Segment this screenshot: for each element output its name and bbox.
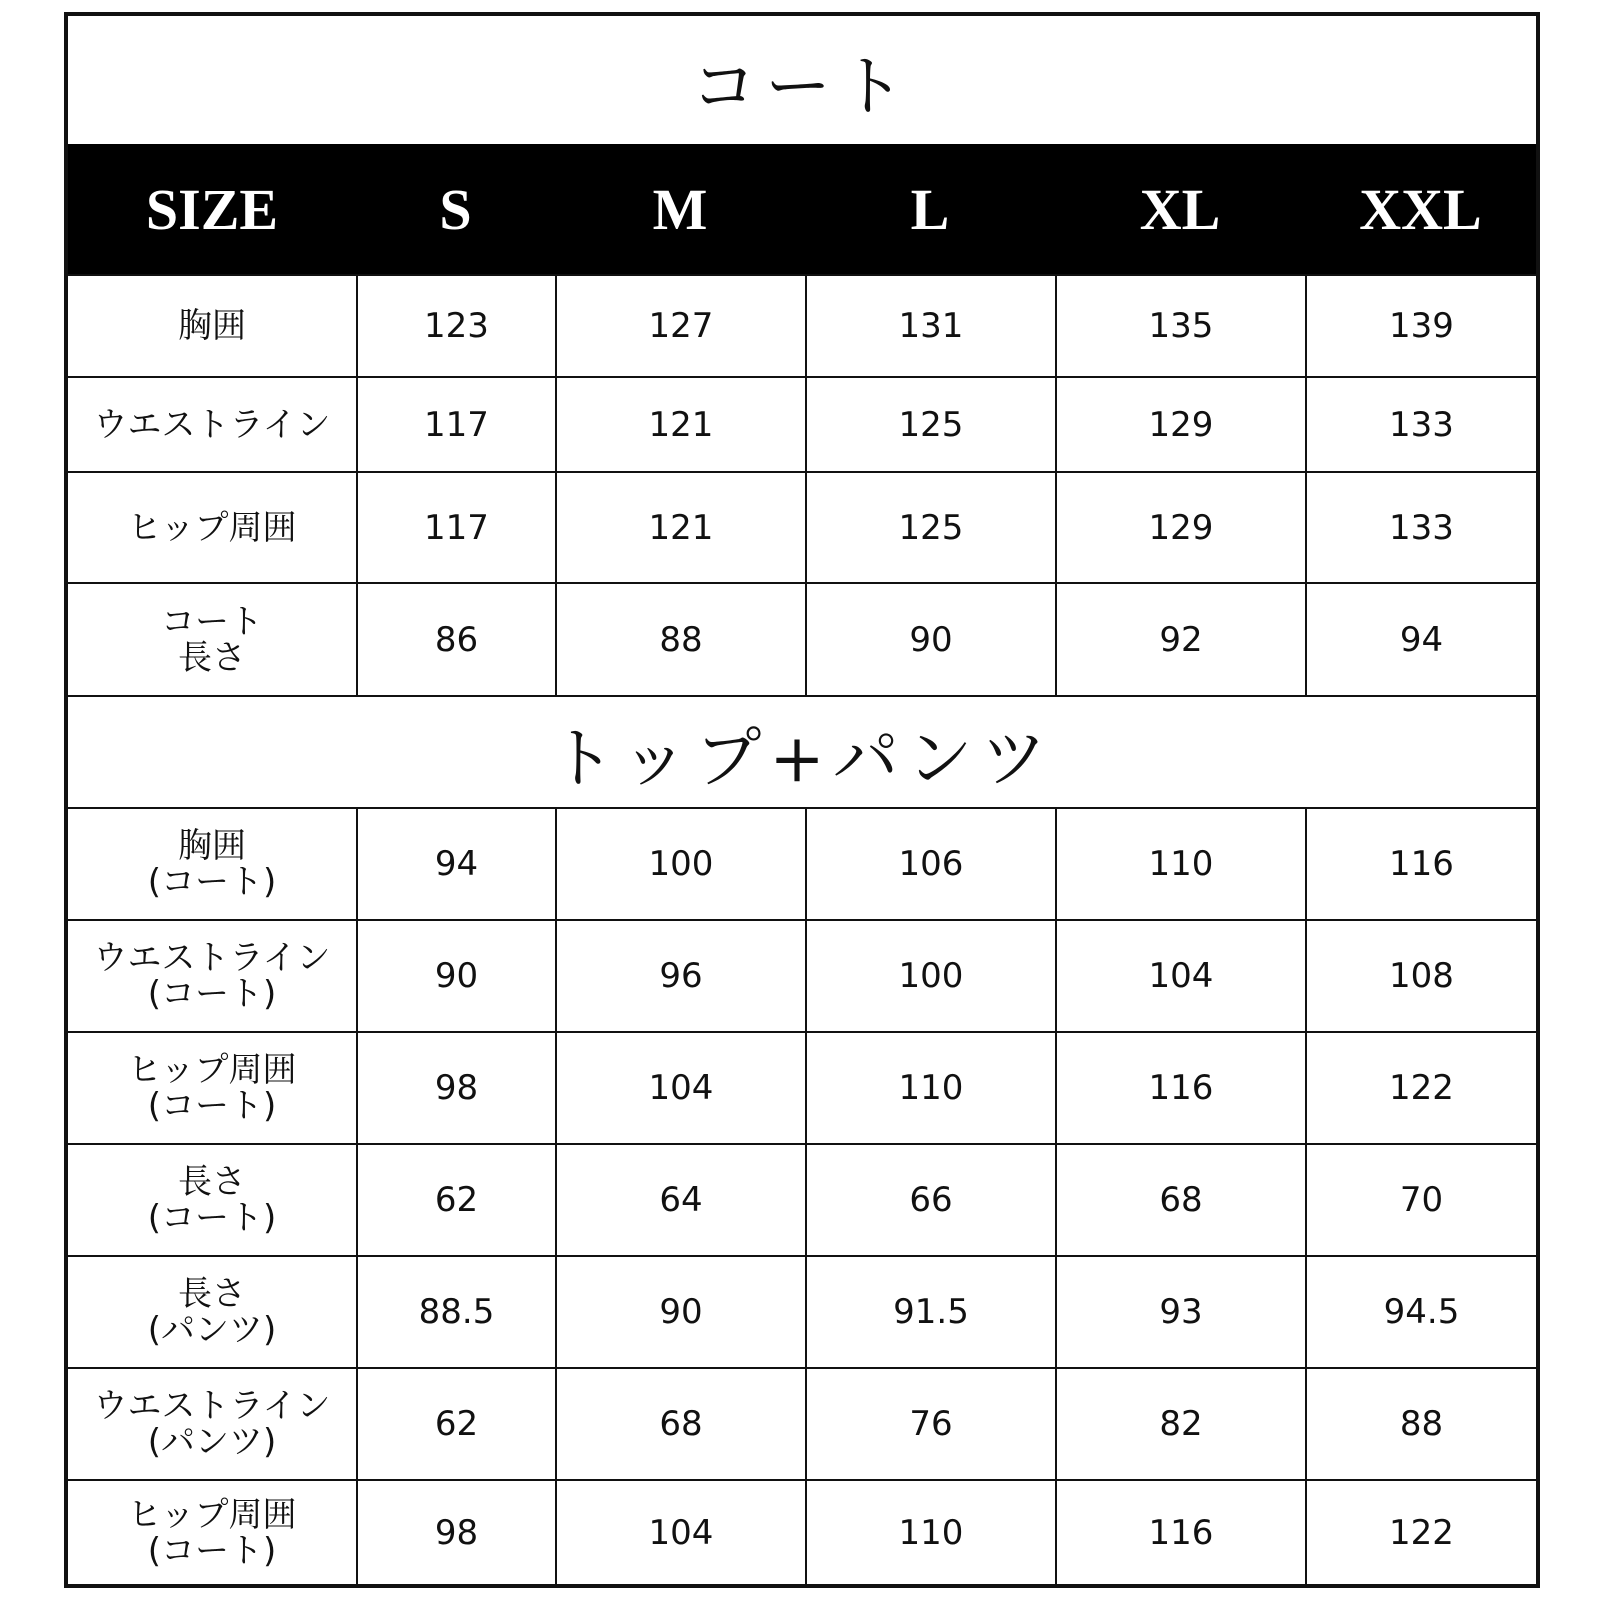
coat-value-cell: 125 [805, 471, 1055, 582]
header-size-s: S [439, 176, 472, 242]
row-label-line: 胸囲 [178, 306, 246, 346]
row-label-line: ウエストライン [93, 938, 331, 978]
row-label-line: ヒップ周囲 [127, 507, 297, 548]
set-value-cell: 62 [356, 1367, 555, 1479]
set-value-cell: 98 [356, 1031, 555, 1143]
header-size-l: L [910, 176, 950, 242]
set-value-cell: 116 [1055, 1031, 1305, 1143]
set-row-label [68, 919, 356, 1031]
set-value-cell: 90 [555, 1255, 805, 1367]
coat-value-cell: 133 [1305, 376, 1536, 471]
set-value-cell: 66 [805, 1143, 1055, 1255]
set-value-cell: 82 [1055, 1367, 1305, 1479]
set-row-label [68, 1367, 356, 1479]
set-value-cell: 64 [555, 1143, 805, 1255]
row-label-line: 長さ [178, 637, 246, 678]
set-row-label [68, 1031, 356, 1143]
set-value-cell: 104 [555, 1031, 805, 1143]
coat-value-cell: 117 [356, 471, 555, 582]
set-row-label [68, 1479, 356, 1584]
set-table [68, 807, 1536, 1584]
row-label-line: (コート) [147, 1198, 277, 1238]
row-label-line: ヒップ周囲 [127, 1050, 297, 1090]
set-value-cell: 94 [356, 807, 555, 919]
coat-value-cell: 94 [1305, 582, 1536, 695]
set-value-cell: 100 [805, 919, 1055, 1031]
row-label-line: (パンツ) [147, 1422, 277, 1462]
set-value-cell: 88 [1305, 1367, 1536, 1479]
row-label-line: (パンツ) [147, 1310, 277, 1350]
set-row-label [68, 1255, 356, 1367]
row-label-line: (コート) [147, 974, 277, 1014]
coat-value-cell: 129 [1055, 471, 1305, 582]
set-value-cell: 68 [555, 1367, 805, 1479]
coat-value-cell: 117 [356, 376, 555, 471]
set-value-cell: 104 [555, 1479, 805, 1584]
header-size-m: M [652, 176, 708, 242]
size-chart [64, 12, 1540, 1588]
set-value-cell: 104 [1055, 919, 1305, 1031]
header-size-xl: XL [1139, 176, 1221, 242]
size-header-row [68, 144, 1536, 274]
set-value-cell: 90 [356, 919, 555, 1031]
set-value-cell: 116 [1055, 1479, 1305, 1584]
row-label-line: 長さ [178, 1274, 246, 1314]
coat-value-cell: 92 [1055, 582, 1305, 695]
coat-value-cell: 129 [1055, 376, 1305, 471]
coat-value-cell: 125 [805, 376, 1055, 471]
row-label-line: コート [161, 601, 263, 642]
set-value-cell: 116 [1305, 807, 1536, 919]
row-label-line: ウエストライン [93, 404, 331, 445]
coat-value-cell: 139 [1305, 274, 1536, 376]
set-value-cell: 76 [805, 1367, 1055, 1479]
coat-value-cell: 133 [1305, 471, 1536, 582]
row-label-line: 胸囲 [178, 826, 246, 866]
set-value-cell: 110 [805, 1031, 1055, 1143]
set-value-cell: 106 [805, 807, 1055, 919]
set-value-cell: 100 [555, 807, 805, 919]
set-value-cell: 122 [1305, 1031, 1536, 1143]
coat-value-cell: 131 [805, 274, 1055, 376]
set-value-cell: 96 [555, 919, 805, 1031]
coat-value-cell: 121 [555, 471, 805, 582]
coat-value-cell: 127 [555, 274, 805, 376]
set-value-cell: 93 [1055, 1255, 1305, 1367]
coat-value-cell: 121 [555, 376, 805, 471]
set-row-label [68, 807, 356, 919]
set-value-cell: 122 [1305, 1479, 1536, 1584]
set-value-cell: 110 [1055, 807, 1305, 919]
set-value-cell: 91.5 [805, 1255, 1055, 1367]
coat-row-label [68, 376, 356, 471]
row-label-line: (コート) [147, 1530, 277, 1571]
set-value-cell: 62 [356, 1143, 555, 1255]
coat-value-cell: 123 [356, 274, 555, 376]
set-value-cell: 88.5 [356, 1255, 555, 1367]
coat-section-title: コート [691, 47, 913, 125]
set-section-title: トップ+パンツ [68, 695, 1536, 807]
row-label-line: 長さ [178, 1162, 246, 1202]
row-label-line: ウエストライン [93, 1386, 331, 1426]
coat-row-label [68, 471, 356, 582]
coat-value-cell: 86 [356, 582, 555, 695]
set-value-cell: 108 [1305, 919, 1536, 1031]
set-value-cell: 94.5 [1305, 1255, 1536, 1367]
set-value-cell: 98 [356, 1479, 555, 1584]
coat-table [68, 274, 1536, 695]
set-row-label [68, 1143, 356, 1255]
coat-row-label [68, 274, 356, 376]
set-value-cell: 110 [805, 1479, 1055, 1584]
header-size-xxl: XXL [1359, 176, 1482, 242]
header-size-label: SIZE [145, 176, 279, 242]
coat-value-cell: 135 [1055, 274, 1305, 376]
row-label-line: (コート) [147, 1086, 277, 1126]
set-value-cell: 68 [1055, 1143, 1305, 1255]
row-label-line: ヒップ周囲 [127, 1494, 297, 1535]
set-value-cell: 70 [1305, 1143, 1536, 1255]
coat-row-label [68, 582, 356, 695]
coat-value-cell: 88 [555, 582, 805, 695]
row-label-line: (コート) [147, 862, 277, 902]
coat-value-cell: 90 [805, 582, 1055, 695]
